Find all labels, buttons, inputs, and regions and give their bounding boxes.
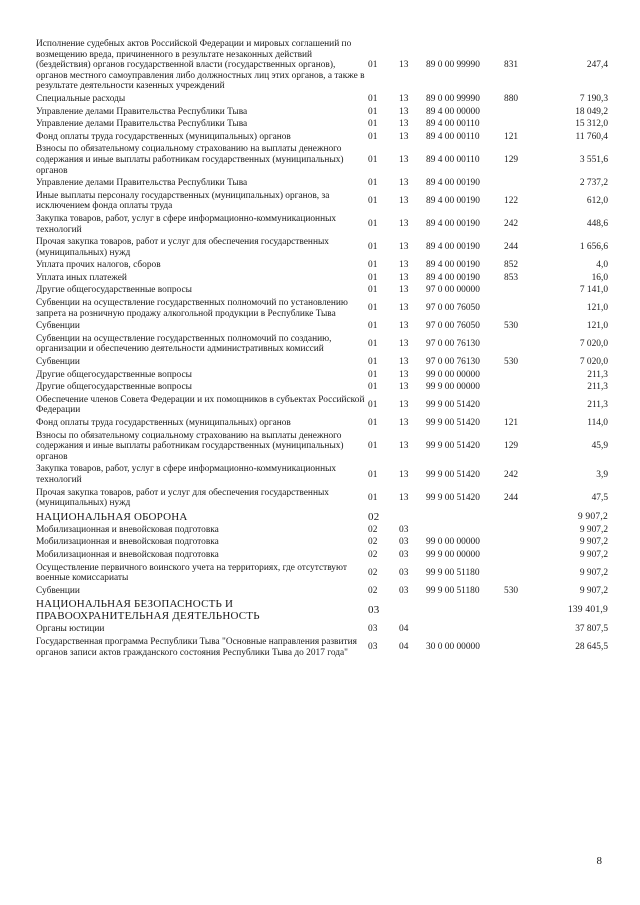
section-code: 01 — [368, 418, 378, 428]
row-name: Мобилизационная и вневойсковая подготовка — [36, 537, 219, 548]
expense-type-code: 121 — [504, 131, 519, 142]
section-code: 02 — [368, 510, 380, 523]
expense-type-code: 530 — [504, 321, 519, 332]
subsection-code: 13 — [399, 321, 409, 332]
target-item-code: 89 4 00 00190 — [426, 178, 480, 189]
expense-type-code: 852 — [504, 260, 519, 271]
amount: 7 141,0 — [579, 285, 608, 296]
section-code: 01 — [368, 369, 378, 380]
amount: 15 312,0 — [575, 119, 608, 130]
section-code: 01 — [368, 492, 378, 503]
row-name: Субвенции — [36, 321, 80, 332]
table-row — [36, 236, 608, 259]
row-name: Иные выплаты персоналу государственных (муниципальных) органов, за исключением фонда оплаты труда — [36, 190, 330, 212]
section-code: 01 — [368, 60, 378, 71]
row-name: Субвенции — [36, 357, 80, 368]
section-code: 01 — [368, 441, 378, 452]
target-item-code: 89 0 00 99990 — [426, 60, 480, 71]
row-name: НАЦИОНАЛЬНАЯ ОБОРОНА — [36, 510, 188, 523]
amount: 211,3 — [587, 369, 608, 380]
row-name: Другие общегосударственные вопросы — [36, 382, 192, 393]
table-row — [36, 272, 608, 285]
subsection-code: 13 — [399, 154, 409, 165]
row-name: Органы юстиции — [36, 624, 105, 635]
target-item-code: 89 4 00 00190 — [426, 260, 480, 271]
section-code: 01 — [368, 119, 378, 130]
target-item-code: 99 9 00 51180 — [426, 567, 480, 578]
subsection-code: 13 — [399, 106, 409, 117]
target-item-code: 30 0 00 00000 — [426, 642, 480, 653]
subsection-code: 13 — [399, 418, 409, 428]
expense-type-code — [504, 549, 544, 562]
expense-type-code — [504, 333, 544, 356]
section-code: 01 — [368, 400, 378, 411]
expense-type-code: 122 — [504, 196, 519, 207]
amount: 612,0 — [586, 196, 608, 207]
target-item-code: 99 9 00 51180 — [426, 585, 480, 596]
amount: 121,0 — [586, 303, 608, 314]
table-row — [36, 381, 608, 394]
section-code: 01 — [368, 242, 378, 253]
section-code: 01 — [368, 303, 378, 314]
row-name: Мобилизационная и вневойсковая подготовка — [36, 549, 219, 560]
expense-type-code — [504, 562, 544, 585]
row-name: Уплата прочих налогов, сборов — [36, 260, 161, 271]
expense-type-code: 853 — [504, 272, 519, 283]
amount: 9 907,2 — [579, 524, 608, 535]
amount: 114,0 — [587, 418, 608, 428]
section-code: 01 — [368, 469, 378, 480]
section-code: 01 — [368, 272, 378, 283]
amount: 9 907,2 — [577, 510, 608, 522]
table-row — [36, 213, 608, 236]
subsection-code: 04 — [399, 624, 409, 635]
target-item-code: 99 9 00 00000 — [426, 549, 480, 560]
expense-type-code — [504, 369, 544, 382]
subsection-code: 13 — [399, 131, 409, 142]
target-item-code: 97 0 00 76050 — [426, 321, 480, 332]
row-name: Государственная программа Республики Тыва "Основные направления развития органов записи актов гражданского состояния Республики Тыва до 2017 года" — [36, 636, 357, 658]
row-name: Субвенции на осуществление государственных полномочий по созданию, организации и обеспечению деятельности административных комиссий — [36, 333, 332, 355]
table-row — [36, 333, 608, 356]
amount: 11 760,4 — [575, 131, 608, 142]
subsection-code: 13 — [399, 357, 409, 368]
row-name: Осуществление первичного воинского учета на территориях, где отсутствуют военные комиссариаты — [36, 562, 347, 584]
target-item-code: 97 0 00 76050 — [426, 303, 480, 314]
section-code: 02 — [368, 524, 378, 535]
target-item-code: 99 9 00 51420 — [426, 469, 480, 480]
subsection-code: 13 — [399, 196, 409, 207]
table-row — [36, 190, 608, 213]
section-code: 03 — [368, 642, 378, 653]
subsection-code — [399, 510, 426, 524]
subsection-code — [399, 597, 426, 623]
row-name: Уплата иных платежей — [36, 272, 127, 283]
target-item-code: 89 4 00 00190 — [426, 219, 480, 230]
subsection-code: 13 — [399, 303, 409, 314]
table-row — [36, 562, 608, 585]
subsection-code: 13 — [399, 178, 409, 189]
row-name: Управление делами Правительства Республики Тыва — [36, 119, 248, 130]
target-item-code: 89 4 00 00190 — [426, 196, 480, 207]
row-name: Обеспечение членов Совета Федерации и их помощников в субъектах Российской Федерации — [36, 394, 365, 416]
section-row — [36, 597, 608, 623]
expense-type-code: 129 — [504, 441, 519, 452]
expense-type-code: 242 — [504, 469, 519, 480]
amount: 28 645,5 — [575, 642, 608, 653]
expense-type-code — [504, 381, 544, 394]
target-item-code: 99 9 00 51420 — [426, 441, 480, 452]
expense-type-code — [504, 636, 544, 659]
target-item-code: 89 4 00 00110 — [426, 154, 480, 165]
subsection-code: 13 — [399, 219, 409, 230]
expense-type-code — [504, 177, 544, 190]
table-row — [36, 394, 608, 417]
amount: 9 907,2 — [579, 549, 608, 560]
expense-type-code — [504, 524, 544, 537]
target-item-code: 89 4 00 00110 — [426, 131, 480, 142]
amount: 7 020,0 — [579, 357, 608, 368]
row-name: Исполнение судебных актов Российской Федерации и мировых соглашений по возмещению вреда, причиненного в результате незаконных действий (бездействия) органов государственной власти (государственных органов), органов местного самоуправления либо должностных лиц этих органов, а также в результате деятельности казенных учреждений — [36, 39, 365, 92]
table-row — [36, 585, 608, 598]
expense-type-code — [504, 597, 544, 623]
amount: 448,6 — [586, 219, 608, 230]
section-code: 01 — [368, 321, 378, 332]
subsection-code: 13 — [399, 260, 409, 271]
row-name: Фонд оплаты труда государственных (муниципальных) органов — [36, 418, 291, 428]
target-item-code: 99 0 00 00000 — [426, 537, 480, 548]
amount: 211,3 — [587, 400, 608, 411]
amount: 7 020,0 — [579, 339, 608, 350]
subsection-code: 13 — [399, 469, 409, 480]
amount: 139 401,9 — [567, 604, 608, 616]
expense-type-code — [504, 536, 544, 549]
subsection-code: 03 — [399, 567, 409, 578]
row-name: НАЦИОНАЛЬНАЯ БЕЗОПАСНОСТЬ И ПРАВООХРАНИТЕЛЬНАЯ ДЕЯТЕЛЬНОСТЬ — [36, 598, 260, 623]
section-code: 01 — [368, 93, 378, 104]
subsection-code: 03 — [399, 585, 409, 596]
table-row — [36, 297, 608, 320]
expense-type-code: 121 — [504, 418, 519, 428]
expense-type-code: 530 — [504, 357, 519, 368]
expense-type-code: 244 — [504, 242, 519, 253]
amount: 7 190,3 — [579, 93, 608, 104]
amount: 247,4 — [586, 60, 608, 71]
section-code: 01 — [368, 219, 378, 230]
table-row — [36, 131, 608, 144]
amount: 9 907,2 — [579, 585, 608, 596]
amount: 16,0 — [591, 272, 608, 283]
table-row — [36, 143, 608, 177]
row-name: Субвенции — [36, 585, 80, 596]
expense-type-code: 242 — [504, 219, 519, 230]
section-row — [36, 510, 608, 524]
expense-type-code — [504, 118, 544, 131]
amount: 211,3 — [587, 382, 608, 393]
row-name: Управление делами Правительства Республики Тыва — [36, 178, 248, 189]
table-row — [36, 320, 608, 333]
section-code: 01 — [368, 260, 378, 271]
section-code: 02 — [368, 549, 378, 560]
table-row — [36, 118, 608, 131]
subsection-code: 13 — [399, 369, 409, 380]
row-name: Специальные расходы — [36, 93, 126, 104]
amount: 37 807,5 — [575, 624, 608, 635]
section-code: 01 — [368, 357, 378, 368]
target-item-code: 89 4 00 00190 — [426, 242, 480, 253]
amount: 121,0 — [586, 321, 608, 332]
subsection-code: 13 — [399, 382, 409, 393]
target-item-code: 97 0 00 76130 — [426, 357, 480, 368]
expense-type-code: 831 — [504, 60, 519, 71]
budget-table-body — [36, 38, 608, 659]
row-name: Субвенции на осуществление государственных полномочий по установлению запрета на розничную продажу алкогольной продукции в Республике Тыва — [36, 298, 348, 319]
subsection-code: 03 — [399, 537, 409, 548]
target-item-code — [426, 597, 504, 623]
amount: 2 737,2 — [579, 178, 608, 189]
table-row — [36, 106, 608, 119]
target-item-code: 99 0 00 00000 — [426, 369, 480, 380]
amount: 4,0 — [596, 260, 608, 271]
target-item-code: 99 9 00 51420 — [426, 492, 480, 503]
amount: 9 907,2 — [579, 567, 608, 578]
table-row — [36, 524, 608, 537]
subsection-code: 04 — [399, 642, 409, 653]
amount: 45,9 — [591, 441, 608, 452]
expense-type-code — [504, 106, 544, 119]
subsection-code: 13 — [399, 242, 409, 253]
table-row — [36, 536, 608, 549]
target-item-code: 89 4 00 00190 — [426, 272, 480, 283]
section-code: 01 — [368, 106, 378, 117]
section-code: 01 — [368, 382, 378, 393]
amount: 47,5 — [591, 492, 608, 503]
target-item-code: 99 9 00 51420 — [426, 400, 480, 411]
amount: 3,9 — [596, 469, 608, 480]
section-code: 02 — [368, 537, 378, 548]
target-item-code: 89 4 00 00110 — [426, 119, 480, 130]
target-item-code: 97 0 00 00000 — [426, 285, 480, 296]
table-row — [36, 430, 608, 464]
subsection-code: 03 — [399, 549, 409, 560]
target-item-code — [426, 623, 504, 636]
expense-type-code — [504, 623, 544, 636]
page-number: 8 — [596, 855, 602, 867]
table-row — [36, 259, 608, 272]
expense-type-code: 530 — [504, 585, 519, 596]
amount: 1 656,6 — [579, 242, 608, 253]
subsection-code: 13 — [399, 93, 409, 104]
section-code: 01 — [368, 285, 378, 296]
table-row — [36, 284, 608, 297]
section-code: 02 — [368, 585, 378, 596]
amount: 3 551,6 — [579, 154, 608, 165]
target-item-code: 99 9 00 00000 — [426, 382, 480, 393]
subsection-code: 03 — [399, 524, 409, 535]
expense-type-code: 880 — [504, 93, 519, 104]
subsection-code: 13 — [399, 492, 409, 503]
row-name: Прочая закупка товаров, работ и услуг для обеспечения государственных (муниципальных) нужд — [36, 237, 329, 258]
subsection-code: 13 — [399, 400, 409, 411]
section-code: 02 — [368, 567, 378, 578]
expense-type-code — [504, 510, 544, 524]
table-row — [36, 417, 608, 430]
section-code: 01 — [368, 131, 378, 142]
expense-type-code: 244 — [504, 492, 519, 503]
table-row — [36, 463, 608, 486]
target-item-code: 89 4 00 00000 — [426, 106, 480, 117]
target-item-code — [426, 510, 504, 524]
table-row — [36, 549, 608, 562]
section-code: 03 — [368, 604, 380, 617]
table-row — [36, 623, 608, 636]
row-name: Другие общегосударственные вопросы — [36, 285, 192, 296]
expense-type-code — [504, 394, 544, 417]
expense-type-code: 129 — [504, 154, 519, 165]
row-name: Другие общегосударственные вопросы — [36, 369, 192, 380]
budget-table — [36, 38, 608, 659]
row-name: Мобилизационная и вневойсковая подготовка — [36, 524, 219, 535]
table-row — [36, 356, 608, 369]
table-row — [36, 93, 608, 106]
row-name: Закупка товаров, работ, услуг в сфере информационно-коммуникационных технологий — [36, 464, 337, 485]
amount: 18 049,2 — [575, 106, 608, 117]
subsection-code: 13 — [399, 285, 409, 296]
row-name: Управление делами Правительства Республики Тыва — [36, 106, 248, 117]
table-row — [36, 177, 608, 190]
row-name: Взносы по обязательному социальному страхованию на выплаты денежного содержания и иные выплаты работникам государственных (муниципальных) органов — [36, 144, 344, 176]
subsection-code: 13 — [399, 119, 409, 130]
expense-type-code — [504, 297, 544, 320]
section-code: 03 — [368, 624, 378, 635]
row-name: Закупка товаров, работ, услуг в сфере информационно-коммуникационных технологий — [36, 213, 337, 235]
target-item-code: 99 9 00 51420 — [426, 418, 480, 428]
target-item-code: 89 0 00 99990 — [426, 93, 480, 104]
table-row — [36, 38, 608, 93]
table-row — [36, 636, 608, 659]
target-item-code: 97 0 00 76130 — [426, 339, 480, 350]
subsection-code: 13 — [399, 441, 409, 452]
table-row — [36, 487, 608, 510]
section-code: 01 — [368, 196, 378, 207]
row-name: Прочая закупка товаров, работ и услуг для обеспечения государственных (муниципальных) нужд — [36, 487, 329, 509]
section-code: 01 — [368, 154, 378, 165]
amount: 9 907,2 — [579, 537, 608, 548]
subsection-code: 13 — [399, 339, 409, 350]
section-code: 01 — [368, 339, 378, 350]
row-name: Взносы по обязательному социальному страхованию на выплаты денежного содержания и иные выплаты работникам государственных (муниципальных) органов — [36, 430, 344, 462]
subsection-code: 13 — [399, 60, 409, 71]
section-code: 01 — [368, 178, 378, 189]
subsection-code: 13 — [399, 272, 409, 283]
row-name: Фонд оплаты труда государственных (муниципальных) органов — [36, 131, 291, 142]
target-item-code — [426, 524, 504, 537]
expense-type-code — [504, 284, 544, 297]
table-row — [36, 369, 608, 382]
